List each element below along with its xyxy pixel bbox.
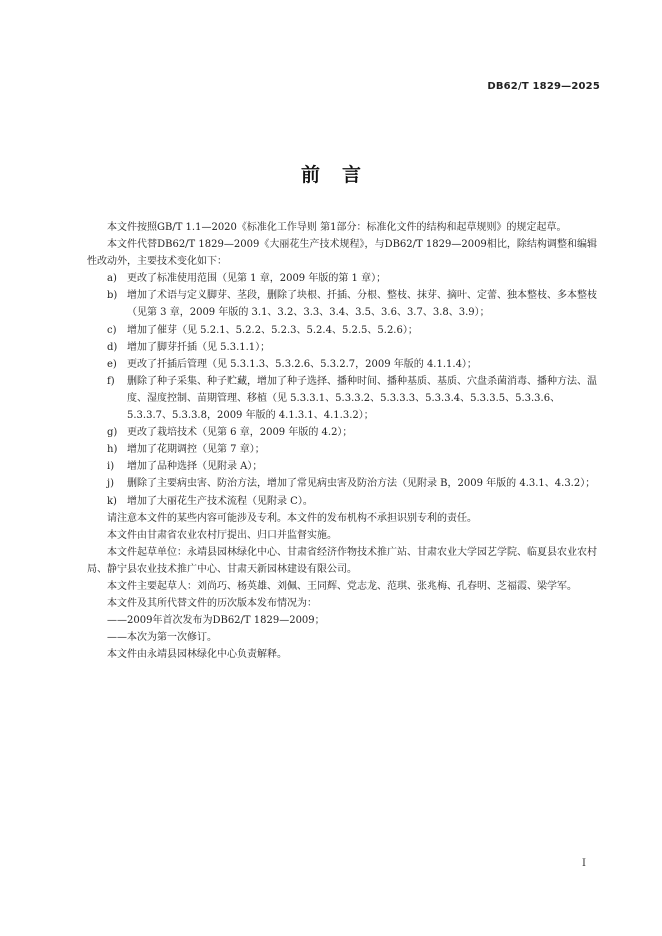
interpretation-paragraph: 本文件由永靖县园林绿化中心负责解释。 — [107, 649, 287, 661]
patent-notice: 请注意本文件的某些内容可能涉及专利。本文件的发布机构不承担识别专利的责任。 — [107, 512, 477, 524]
change-item — [87, 339, 597, 356]
change-item-text: 增加了催芽（见 5.2.1、5.2.2、5.2.3、5.2.4、5.2.5、5.2.6）； — [127, 324, 418, 336]
change-item — [87, 373, 597, 424]
change-item-text: 删除了主要病虫害、防治方法，增加了常见病虫害及防治方法（见附录 B，2009 年版的 4.3.1、4.3.2）； — [127, 478, 596, 490]
change-item-label: j) — [107, 478, 115, 490]
change-item — [87, 287, 597, 321]
change-item — [87, 441, 597, 458]
document-body — [87, 219, 597, 663]
change-item-label: k) — [107, 495, 117, 507]
change-item-text: 增加了花期调控（见第 7 章）； — [127, 444, 265, 456]
change-item-text: 更改了栽培技术（见第 6 章，2009 年版的 4.2）； — [127, 427, 353, 439]
change-item-text: 增加了脚芽扦插（见 5.3.1.1）； — [127, 341, 271, 353]
change-item — [87, 270, 597, 287]
change-item — [87, 493, 597, 510]
change-item-label: g) — [107, 427, 118, 439]
drafters-paragraph: 本文件主要起草人：刘尚巧、杨英雄、刘佩、王同辉、党志龙、范琪、张兆梅、孔春明、芝福霞、梁学军。 — [107, 580, 577, 592]
change-item-label: a) — [107, 273, 117, 285]
intro-paragraph: 本文件按照GB/T 1.1—2020《标准化工作导则 第1部分：标准化文件的结构和起草规则》的规定起草。 — [107, 222, 567, 233]
document-id: DB62/T 1829—2025 — [487, 81, 600, 92]
change-item-text: 更改了标准使用范围（见第 1 章，2009 年版的第 1 章）； — [127, 273, 387, 285]
change-item-label: b) — [107, 290, 118, 302]
change-item-text: 增加了大丽花生产技术流程（见附录 C）。 — [127, 495, 313, 507]
history-intro-paragraph: 本文件及其所代替文件的历次版本发布情况为： — [107, 598, 317, 610]
change-item-text: 增加了品种选择（见附录 A）； — [127, 461, 263, 473]
change-item — [87, 458, 597, 475]
change-item-text: 更改了扦插后管理（见 5.3.1.3、5.3.2.6、5.3.2.7，2009 年版的 4.1.1.4）； — [127, 358, 477, 370]
change-item-label: f) — [107, 375, 115, 387]
change-item-label: h) — [107, 444, 118, 456]
page-title: 前言 — [300, 164, 383, 186]
change-item-label: i) — [107, 461, 115, 473]
change-item — [87, 475, 597, 492]
proposer-paragraph: 本文件由甘肃省农业农村厅提出、归口并监督实施。 — [107, 529, 337, 541]
change-item — [87, 356, 597, 373]
change-item-text: 增加了术语与定义脚芽、茎段，删除了块根、扦插、分根、整枝、抹芽、摘叶、定蕾、独本整枝、多本整枝（见第 3 章，2009 年版的 3.1、3.2、3.3、3.4、3.5、3.6、3.7、3.8、3.9）； — [127, 290, 597, 319]
page-number: I — [582, 858, 586, 869]
change-item-label: d) — [107, 341, 118, 353]
history-item: ——本次为第一次修订。 — [107, 632, 217, 644]
replacement-paragraph: 本文件代替DB62/T 1829—2009《大丽花生产技术规程》，与DB62/T 1829—2009相比，除结构调整和编辑性改动外，主要技术变化如下： — [87, 239, 597, 268]
drafting-units-paragraph: 本文件起草单位：永靖县园林绿化中心、甘肃省经济作物技术推广站、甘肃农业大学园艺学院、临夏县农业农村局、静宁县农业技术推广中心、甘肃天新园林建设有限公司。 — [87, 546, 597, 575]
change-item — [87, 424, 597, 441]
history-item: ——2009年首次发布为DB62/T 1829—2009； — [107, 615, 325, 627]
change-item-label: c) — [107, 324, 117, 336]
change-item-text: 删除了种子采集、种子贮藏，增加了种子选择、播种时间、播种基质、基质、穴盘杀菌消毒、播种方法、温度、湿度控制、苗期管理、移植（见 5.3.3.1、5.3.3.2、5.3.3.3、5.3.3.4、5.3.3.5、5.3.3.6、5.3.3.7、5.3.3.8，2009 年版的 4.1.3.1、4.1.3.2）； — [127, 375, 597, 422]
change-item-label: e) — [107, 358, 117, 370]
change-item — [87, 322, 597, 339]
